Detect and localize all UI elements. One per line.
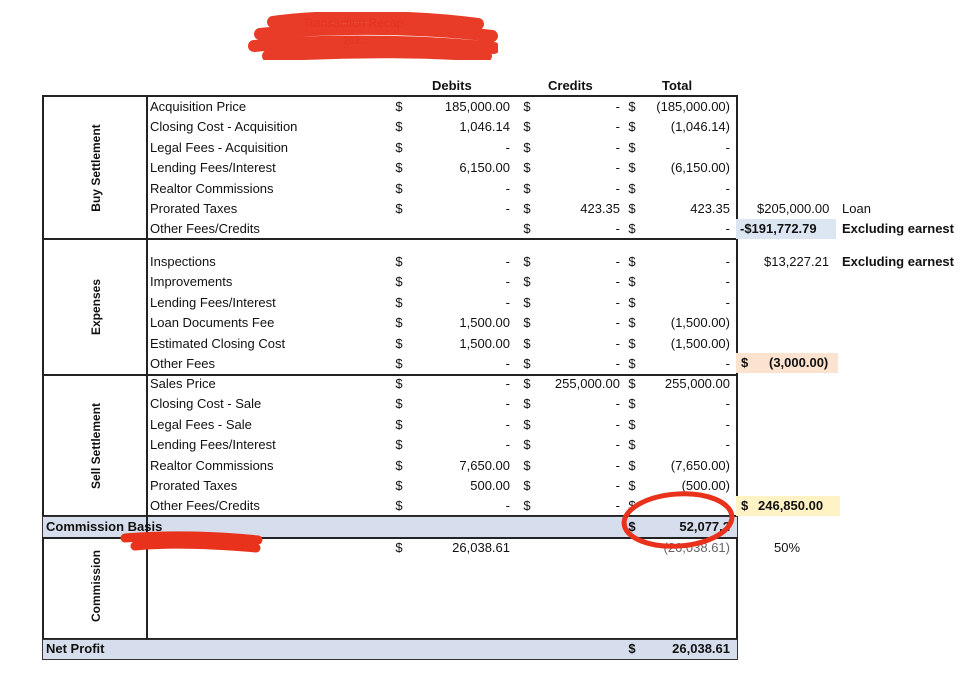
row-label: Other Fees bbox=[150, 356, 216, 371]
commission-debit: 26,038.61 bbox=[452, 540, 510, 555]
row-label: Acquisition Price bbox=[150, 99, 247, 114]
debit-dollar: $ bbox=[395, 416, 403, 432]
debit-dollar: $ bbox=[395, 396, 403, 412]
net-profit-label: Net Profit bbox=[46, 641, 105, 656]
credit-dollar: $ bbox=[523, 139, 531, 155]
expenses-total-amount: (3,000.00) bbox=[769, 355, 829, 370]
total-dollar: $ bbox=[628, 335, 636, 351]
header-credits: Credits bbox=[548, 78, 593, 93]
buy-settlement-label: Buy Settlement bbox=[89, 124, 103, 212]
credit-dollar: $ bbox=[523, 99, 531, 114]
credit-dollar: $ bbox=[523, 221, 531, 237]
total-value: 255,000.00 bbox=[664, 376, 730, 391]
total-dollar: $ bbox=[628, 437, 636, 453]
row-label: Lending Fees/Interest bbox=[150, 437, 276, 453]
total-value: (500.00) bbox=[681, 478, 730, 493]
debit-value: - bbox=[505, 254, 510, 269]
debit-value: 500.00 bbox=[470, 478, 510, 493]
credit-value: - bbox=[615, 478, 620, 493]
debit-value: - bbox=[505, 396, 510, 412]
debit-value: - bbox=[505, 498, 510, 514]
debit-value: 7,650.00 bbox=[459, 457, 510, 473]
commission-basis-total: 52,077.2 bbox=[679, 519, 730, 534]
commission-percent: 50% bbox=[774, 540, 801, 555]
debit-value: - bbox=[505, 294, 510, 310]
total-dollar: $ bbox=[628, 254, 636, 269]
credit-value: - bbox=[615, 254, 620, 269]
credit-dollar: $ bbox=[523, 437, 531, 453]
total-dollar: $ bbox=[628, 99, 636, 114]
header-total: Total bbox=[662, 78, 693, 93]
credit-value: 423.35 bbox=[580, 201, 620, 216]
credit-dollar: $ bbox=[523, 457, 531, 473]
credit-dollar: $ bbox=[523, 294, 531, 310]
total-dollar: $ bbox=[628, 160, 636, 176]
difference-amount: $13,227.21 bbox=[764, 254, 830, 269]
total-value: - bbox=[725, 139, 730, 155]
credit-value: - bbox=[615, 437, 620, 453]
buy-total-label: Excluding earnest bbox=[842, 221, 954, 236]
total-dollar: $ bbox=[628, 139, 636, 155]
total-value: (1,500.00) bbox=[670, 315, 730, 331]
debit-dollar: $ bbox=[395, 254, 403, 269]
debit-value: - bbox=[505, 416, 510, 432]
commission-label: Commission bbox=[89, 550, 103, 623]
debit-dollar: $ bbox=[395, 180, 403, 196]
debit-dollar: $ bbox=[395, 160, 403, 176]
credit-dollar: $ bbox=[523, 498, 531, 514]
credit-dollar: $ bbox=[523, 478, 531, 493]
debit-value: - bbox=[505, 356, 510, 371]
expenses-total-dollar: $ bbox=[741, 355, 749, 370]
credit-value: - bbox=[615, 274, 620, 290]
credit-dollar: $ bbox=[523, 254, 531, 269]
row-label: Inspections bbox=[150, 254, 216, 269]
debit-dollar: $ bbox=[395, 139, 403, 155]
total-value: - bbox=[725, 254, 730, 269]
credit-value: - bbox=[615, 457, 620, 473]
credit-value: 255,000.00 bbox=[554, 376, 620, 391]
circle-annotation bbox=[622, 490, 733, 549]
row-label: Legal Fees - Sale bbox=[150, 416, 252, 432]
credit-dollar: $ bbox=[523, 376, 531, 391]
debit-dollar: $ bbox=[395, 99, 403, 114]
credit-dollar: $ bbox=[523, 274, 531, 290]
row-label: Closing Cost - Sale bbox=[150, 396, 262, 412]
row-label: Other Fees/Credits bbox=[150, 498, 260, 514]
debit-value: - bbox=[505, 201, 510, 216]
debit-dollar: $ bbox=[395, 478, 403, 493]
row-label: Realtor Commissions bbox=[150, 457, 274, 473]
header-debits: Debits bbox=[432, 78, 472, 93]
debit-value: 185,000.00 bbox=[444, 99, 510, 114]
row-label: Realtor Commissions bbox=[150, 180, 274, 196]
debit-value: 1,500.00 bbox=[459, 335, 510, 351]
debit-dollar: $ bbox=[395, 119, 403, 135]
total-dollar: $ bbox=[628, 180, 636, 196]
loan-label: Loan bbox=[842, 201, 871, 216]
debit-dollar: $ bbox=[395, 437, 403, 453]
total-value: - bbox=[725, 356, 730, 371]
debit-dollar: $ bbox=[395, 201, 403, 216]
expenses-label: Expenses bbox=[89, 278, 103, 336]
debit-value: - bbox=[505, 180, 510, 196]
debit-dollar: $ bbox=[395, 274, 403, 290]
total-dollar: $ bbox=[628, 201, 636, 216]
row-label: Prorated Taxes bbox=[150, 201, 238, 216]
row-label: Other Fees/Credits bbox=[150, 221, 260, 237]
credit-dollar: $ bbox=[523, 396, 531, 412]
credit-dollar: $ bbox=[523, 201, 531, 216]
debit-value: - bbox=[505, 376, 510, 391]
total-dollar: $ bbox=[628, 274, 636, 290]
total-dollar: $ bbox=[628, 315, 636, 331]
credit-dollar: $ bbox=[523, 119, 531, 135]
credit-value: - bbox=[615, 498, 620, 514]
credit-value: - bbox=[615, 335, 620, 351]
credit-dollar: $ bbox=[523, 416, 531, 432]
total-value: (185,000.00) bbox=[656, 99, 730, 114]
report-subtitle: 203... bbox=[343, 36, 369, 47]
debit-value: 1,500.00 bbox=[459, 315, 510, 331]
credit-dollar: $ bbox=[523, 335, 531, 351]
credit-value: - bbox=[615, 180, 620, 196]
credit-value: - bbox=[615, 356, 620, 371]
debit-dollar: $ bbox=[395, 356, 403, 371]
total-dollar: $ bbox=[628, 221, 636, 237]
net-profit-total: 26,038.61 bbox=[672, 641, 730, 656]
row-label: Prorated Taxes bbox=[150, 478, 238, 493]
commission-debit-dollar: $ bbox=[395, 540, 403, 555]
credit-value: - bbox=[615, 160, 620, 176]
row-label: Closing Cost - Acquisition bbox=[150, 119, 298, 135]
sell-settlement-label: Sell Settlement bbox=[89, 402, 103, 490]
commission-basis-label: Commission Basis bbox=[46, 519, 163, 534]
credit-dollar: $ bbox=[523, 315, 531, 331]
credit-value: - bbox=[615, 416, 620, 432]
credit-value: - bbox=[615, 99, 620, 114]
total-value: - bbox=[725, 396, 730, 412]
total-dollar: $ bbox=[628, 498, 636, 514]
total-dollar: $ bbox=[628, 396, 636, 412]
credit-dollar: $ bbox=[523, 160, 531, 176]
sell-total-dollar: $ bbox=[741, 498, 749, 513]
total-value: - bbox=[725, 294, 730, 310]
debit-value: - bbox=[505, 274, 510, 290]
debit-dollar: $ bbox=[395, 498, 403, 514]
sell-total-amount: 246,850.00 bbox=[758, 498, 824, 513]
credit-value: - bbox=[615, 315, 620, 331]
credit-value: - bbox=[615, 119, 620, 135]
row-label: Sales Price bbox=[150, 376, 216, 391]
net-profit-dollar: $ bbox=[628, 641, 636, 656]
total-dollar: $ bbox=[628, 457, 636, 473]
total-dollar: $ bbox=[628, 294, 636, 310]
total-value: - bbox=[725, 221, 730, 237]
total-value: (7,650.00) bbox=[670, 457, 730, 473]
total-value: (1,500.00) bbox=[670, 335, 730, 351]
total-value: (6,150.00) bbox=[670, 160, 730, 176]
total-value: 423.35 bbox=[690, 201, 730, 216]
credit-value: - bbox=[615, 139, 620, 155]
credit-value: - bbox=[615, 221, 620, 237]
debit-dollar: $ bbox=[395, 376, 403, 391]
total-value: - bbox=[725, 437, 730, 453]
loan-amount: $205,000.00 bbox=[757, 201, 830, 216]
difference-label: Excluding earnest bbox=[842, 254, 954, 269]
debit-dollar: $ bbox=[395, 294, 403, 310]
total-value: - bbox=[725, 416, 730, 432]
report-title: Transaction Recap bbox=[303, 16, 404, 30]
row-label: Lending Fees/Interest bbox=[150, 160, 276, 176]
total-value: (1,046.14) bbox=[670, 119, 730, 135]
row-label: Lending Fees/Interest bbox=[150, 294, 276, 310]
credit-value: - bbox=[615, 294, 620, 310]
debit-value: 6,150.00 bbox=[459, 160, 510, 176]
scribble-redaction-commission bbox=[125, 536, 258, 548]
credit-dollar: $ bbox=[523, 180, 531, 196]
debit-value: - bbox=[505, 139, 510, 155]
total-dollar: $ bbox=[628, 356, 636, 371]
debit-value: 1,046.14 bbox=[459, 119, 510, 135]
total-dollar: $ bbox=[628, 376, 636, 391]
debit-dollar: $ bbox=[395, 457, 403, 473]
total-dollar: $ bbox=[628, 478, 636, 493]
total-value: - bbox=[725, 180, 730, 196]
row-label: Legal Fees - Acquisition bbox=[150, 139, 289, 155]
credit-value: - bbox=[615, 396, 620, 412]
debit-value: - bbox=[505, 437, 510, 453]
credit-dollar: $ bbox=[523, 356, 531, 371]
row-label: Loan Documents Fee bbox=[150, 315, 275, 331]
buy-total-amount: -$191,772.79 bbox=[740, 221, 817, 236]
total-dollar: $ bbox=[628, 416, 636, 432]
debit-dollar: $ bbox=[395, 315, 403, 331]
commission-basis-dollar: $ bbox=[628, 519, 636, 534]
total-dollar: $ bbox=[628, 119, 636, 135]
commission-total: (26,038.61) bbox=[663, 540, 730, 555]
total-value: - bbox=[725, 274, 730, 290]
row-label: Improvements bbox=[150, 274, 233, 290]
row-label: Estimated Closing Cost bbox=[150, 335, 286, 351]
debit-dollar: $ bbox=[395, 335, 403, 351]
